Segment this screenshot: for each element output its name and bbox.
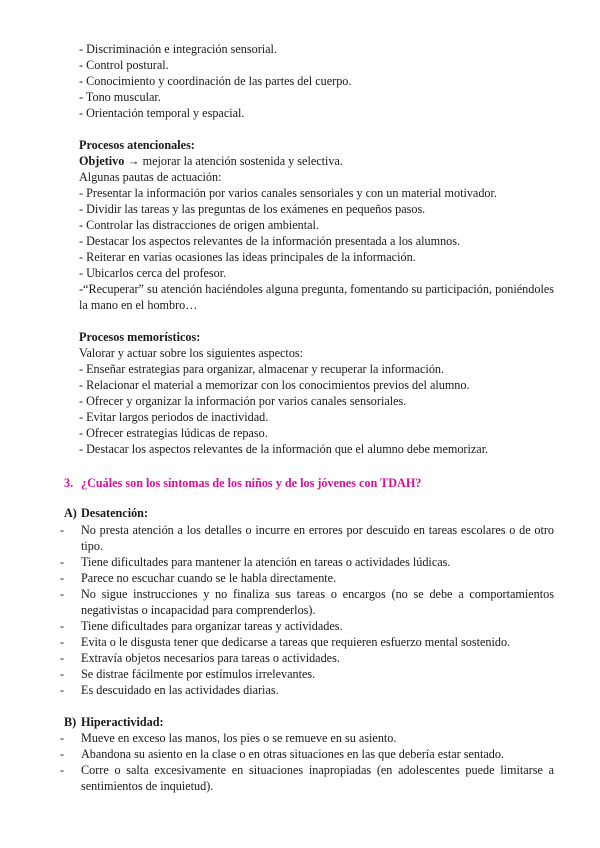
bullet-text: Se distrae fácilmente por estímulos irrelevantes. bbox=[81, 667, 316, 681]
intro-text: Algunas pautas de actuación: bbox=[79, 170, 222, 184]
list-item: - Reiterar en varias ocasiones las ideas principales de la información. bbox=[79, 250, 416, 264]
objective-text: mejorar la atención sostenida y selectiva. bbox=[139, 154, 343, 168]
section-heading-desatencion bbox=[64, 505, 148, 521]
bullet-text: Mueve en exceso las manos, los pies o se remueve en su asiento. bbox=[81, 731, 397, 745]
dash-bullet: - bbox=[60, 763, 65, 777]
bullet-text: No sigue instrucciones y no finaliza sus tareas o encargos (no se debe a comportamientos negativistas o incapacidad para comprenderlos). bbox=[81, 587, 554, 617]
objective-line bbox=[79, 153, 343, 169]
list-item: -“Recuperar” su atención haciéndoles alguna pregunta, fomentando su participación, poniéndoles la mano en el hombro… bbox=[79, 282, 554, 312]
section-heading-atencionales: Procesos atencionales: bbox=[79, 138, 195, 152]
list-item: - Orientación temporal y espacial. bbox=[79, 106, 245, 120]
list-item: - Ofrecer y organizar la información por varios canales sensoriales. bbox=[79, 394, 407, 408]
bullet-item bbox=[60, 522, 554, 554]
list-item: - Enseñar estrategias para organizar, almacenar y recuperar la información. bbox=[79, 362, 445, 376]
list-item: - Dividir las tareas y las preguntas de los exámenes en pequeños pasos. bbox=[79, 202, 426, 216]
question-number: 3. bbox=[64, 476, 74, 490]
list-item: - Ofrecer estrategias lúdicas de repaso. bbox=[79, 426, 268, 440]
question-text: ¿Cuáles son los síntomas de los niños y de los jóvenes con TDAH? bbox=[81, 476, 422, 490]
bullet-item bbox=[60, 762, 554, 794]
arrow-icon: → bbox=[127, 154, 140, 168]
list-item: - Evitar largos periodos de inactividad. bbox=[79, 410, 269, 424]
bullet-item bbox=[60, 682, 554, 698]
bullet-item bbox=[60, 618, 554, 634]
dash-bullet: - bbox=[60, 587, 65, 601]
bullet-text: Corre o salta excesivamente en situaciones inapropiadas (en adolescentes puede limitarse a sentimientos de inquietud). bbox=[81, 763, 554, 793]
section-letter: A) bbox=[64, 506, 77, 520]
bullet-item bbox=[60, 666, 554, 682]
question-heading bbox=[64, 475, 421, 491]
dash-bullet: - bbox=[60, 747, 65, 761]
bullet-text: Tiene dificultades para organizar tareas y actividades. bbox=[81, 619, 343, 633]
dash-bullet: - bbox=[60, 683, 65, 697]
bullet-item bbox=[60, 650, 554, 666]
list-item: - Relacionar el material a memorizar con los conocimientos previos del alumno. bbox=[79, 378, 470, 392]
bullet-text: Tiene dificultades para mantener la atención en tareas o actividades lúdicas. bbox=[81, 555, 451, 569]
list-item: - Tono muscular. bbox=[79, 90, 161, 104]
list-item: - Control postural. bbox=[79, 58, 169, 72]
section-letter: B) bbox=[64, 715, 77, 729]
list-item: - Ubicarlos cerca del profesor. bbox=[79, 266, 227, 280]
list-item: - Presentar la información por varios canales sensoriales y con un material motivador. bbox=[79, 186, 497, 200]
section-title: Hiperactividad: bbox=[81, 715, 164, 729]
section-title: Desatención: bbox=[81, 506, 149, 520]
bullet-item bbox=[60, 586, 554, 618]
objective-label: Objetivo bbox=[79, 154, 125, 168]
list-item: - Controlar las distracciones de origen ambiental. bbox=[79, 218, 319, 232]
dash-bullet: - bbox=[60, 731, 65, 745]
bullet-item bbox=[60, 570, 554, 586]
bullet-item bbox=[60, 554, 554, 570]
bullet-text: Es descuidado en las actividades diarias. bbox=[81, 683, 279, 697]
bullet-text: Evita o le disgusta tener que dedicarse a tareas que requieren esfuerzo mental sostenido. bbox=[81, 635, 511, 649]
list-item: - Conocimiento y coordinación de las partes del cuerpo. bbox=[79, 74, 352, 88]
intro-text: Valorar y actuar sobre los siguientes aspectos: bbox=[79, 346, 304, 360]
section-heading-memoristicos: Procesos memorísticos: bbox=[79, 330, 201, 344]
bullet-item bbox=[60, 634, 554, 650]
section-heading-hiperactividad bbox=[64, 714, 164, 730]
bullet-text: Parece no escuchar cuando se le habla directamente. bbox=[81, 571, 337, 585]
bullet-text: Extravía objetos necesarios para tareas o actividades. bbox=[81, 651, 340, 665]
dash-bullet: - bbox=[60, 619, 65, 633]
list-item: - Destacar los aspectos relevantes de la información presentada a los alumnos. bbox=[79, 234, 461, 248]
dash-bullet: - bbox=[60, 635, 65, 649]
list-item: - Discriminación e integración sensorial. bbox=[79, 42, 277, 56]
bullet-item bbox=[60, 746, 554, 762]
bullet-text: Abandona su asiento en la clase o en otras situaciones en las que debería estar sentado. bbox=[81, 747, 505, 761]
list-item: - Destacar los aspectos relevantes de la información que el alumno debe memorizar. bbox=[79, 442, 489, 456]
dash-bullet: - bbox=[60, 555, 65, 569]
bullet-item bbox=[60, 730, 554, 746]
dash-bullet: - bbox=[60, 651, 65, 665]
dash-bullet: - bbox=[60, 571, 65, 585]
bullet-text: No presta atención a los detalles o incurre en errores por descuido en tareas escolares o de otro tipo. bbox=[81, 523, 554, 553]
dash-bullet: - bbox=[60, 667, 65, 681]
dash-bullet: - bbox=[60, 523, 65, 537]
